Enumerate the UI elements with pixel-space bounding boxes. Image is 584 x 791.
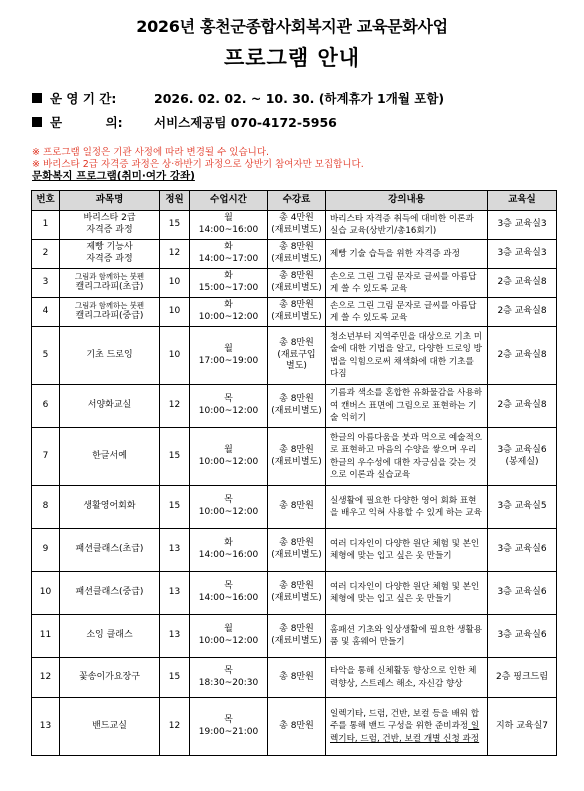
document-subtitle: 프로그램 안내 [223, 46, 361, 70]
cell-time-text: 월 10:00~12:00 [198, 444, 259, 467]
cell-content-text: 손으로 그린 그림 문자로 글씨를 아름답게 쓸 수 있도록 교육 [330, 300, 477, 323]
cell-capacity [160, 428, 190, 486]
cell-name [60, 298, 160, 327]
table-row [32, 269, 557, 298]
cell-content [326, 529, 488, 572]
square-bullet-icon [32, 117, 42, 127]
table-row [32, 298, 557, 327]
cell-capacity-text: 12 [168, 248, 181, 259]
cell-capacity [160, 269, 190, 298]
cell-fee-text: 총 8만원 (재료비별도) [271, 242, 322, 264]
cell-no [32, 428, 60, 486]
cell-fee [268, 486, 326, 529]
cell-time [190, 486, 268, 529]
cell-no-text: 13 [39, 720, 52, 731]
cell-no [32, 240, 60, 269]
cell-room [488, 572, 557, 615]
cell-name [60, 385, 160, 428]
cell-no [32, 269, 60, 298]
cell-time-text: 화 10:00~12:00 [198, 300, 259, 322]
cell-content [326, 486, 488, 529]
cell-room-text: 3층 교육실6 [497, 587, 547, 598]
period-line [32, 89, 444, 107]
cell-fee [268, 529, 326, 572]
cell-name-text: 생활영어회화 [83, 501, 136, 512]
cell-fee-text: 총 8만원 (재료비별도) [271, 271, 322, 293]
cell-fee [268, 698, 326, 756]
cell-fee-text: 총 8만원 [279, 720, 314, 731]
cell-no [32, 486, 60, 529]
cell-name-prefix: 그림과 함께하는 붓펜 [75, 272, 144, 282]
cell-content [326, 615, 488, 658]
cell-name [60, 615, 160, 658]
cell-fee-text: 총 8만원 (재료구입 별도) [277, 337, 316, 372]
cell-content [326, 327, 488, 385]
contact-line [32, 113, 337, 131]
cell-capacity-text: 10 [168, 349, 181, 360]
square-bullet-icon [32, 93, 42, 103]
cell-capacity [160, 327, 190, 385]
cell-content-text: 타악을 통해 신체활동 향상으로 인한 체력향상, 스트레스 해소, 자신감 향상 [330, 666, 477, 689]
cell-capacity-text: 13 [168, 630, 181, 641]
cell-content-text: 제빵 기술 습득을 위한 자격증 과정 [330, 248, 460, 259]
table-row [32, 615, 557, 658]
cell-name-text: 서양화교실 [87, 400, 132, 411]
cell-name [60, 327, 160, 385]
cell-fee [268, 428, 326, 486]
cell-room [488, 428, 557, 486]
cell-content [326, 298, 488, 327]
cell-name-text: 바리스타 2급 자격증 과정 [83, 213, 136, 235]
cell-no [32, 615, 60, 658]
cell-no-text: 12 [39, 671, 52, 682]
cell-name [60, 486, 160, 529]
cell-capacity [160, 529, 190, 572]
cell-content [326, 658, 488, 698]
cell-time [190, 698, 268, 756]
contact-value: 서비스제공팀 070-4172-5956 [154, 115, 337, 130]
cell-room-text: 3층 교육실6 [497, 630, 547, 641]
cell-fee [268, 211, 326, 240]
cell-no-text: 8 [42, 501, 49, 512]
cell-time [190, 572, 268, 615]
cell-capacity-text: 15 [168, 219, 181, 230]
cell-room [488, 327, 557, 385]
cell-content [326, 385, 488, 428]
cell-name-text: 꽃송이가요장구 [79, 671, 140, 682]
table-row [32, 211, 557, 240]
cell-name-text: 기초 드로잉 [86, 349, 133, 360]
col-header-fee: 수강료 [268, 191, 326, 211]
cell-capacity-text: 13 [168, 587, 181, 598]
cell-fee [268, 327, 326, 385]
cell-room [488, 529, 557, 572]
col-header-room: 교육실 [488, 191, 557, 211]
cell-time-text: 화 14:00~17:00 [198, 242, 259, 264]
cell-content [326, 428, 488, 486]
cell-content [326, 698, 488, 756]
cell-time [190, 615, 268, 658]
cell-no-text: 6 [42, 400, 49, 411]
cell-room [488, 298, 557, 327]
cell-content-text: 바리스타 자격증 취득에 대비한 이론과 실습 교육(상반기/총16회기) [330, 213, 474, 236]
cell-fee-text: 총 8만원 (재료비별도) [271, 394, 322, 416]
cell-time [190, 269, 268, 298]
section-title: 문화복지 프로그램(취미·여가 강좌) [32, 170, 195, 182]
cell-content-underlined-text: 일렉기타, 드럼, 건반, 보컬 개별 신청 과정 [330, 721, 480, 744]
cell-content-text: 실생활에 필요한 다양한 영어 회화 표현을 배우고 익혀 사용할 수 있게 하는 교육 [330, 495, 482, 518]
cell-fee-text: 총 8만원 (재료비별도) [271, 581, 322, 603]
table-row [32, 486, 557, 529]
cell-room-text: 지하 교육실7 [495, 720, 549, 731]
cell-name [60, 428, 160, 486]
cell-room-text: 2층 교육실8 [497, 277, 547, 288]
cell-fee-text: 총 8만원 (재료비별도) [271, 624, 322, 646]
col-header-capacity: 정원 [160, 191, 190, 211]
cell-name-text: 밴드교실 [92, 720, 127, 731]
cell-no [32, 385, 60, 428]
cell-capacity-text: 12 [168, 400, 181, 411]
cell-time-text: 월 10:00~12:00 [198, 624, 259, 646]
cell-capacity [160, 486, 190, 529]
cell-time-text: 목 10:00~12:00 [198, 495, 259, 517]
cell-room [488, 211, 557, 240]
cell-room [488, 385, 557, 428]
cell-name [60, 269, 160, 298]
cell-capacity-text: 15 [168, 501, 181, 512]
cell-name [60, 211, 160, 240]
cell-room [488, 269, 557, 298]
cell-name [60, 658, 160, 698]
cell-name-text: 소잉 클래스 [86, 630, 133, 641]
cell-name-text: 패션클래스(초급) [75, 544, 144, 555]
cell-time [190, 211, 268, 240]
cell-fee [268, 269, 326, 298]
cell-capacity-text: 15 [168, 450, 181, 461]
cell-no-text: 3 [42, 277, 49, 288]
cell-content-text: 여러 디자인이 다양한 원단 체험 및 본인 체형에 맞는 입고 싶은 옷 만들기 [330, 538, 480, 561]
cell-name-text: 한글서예 [92, 450, 127, 461]
cell-fee-text: 총 4만원 (재료비별도) [271, 213, 322, 235]
cell-room-text: 2층 교육실8 [497, 349, 547, 360]
cell-room-text: 3층 교육실5 [497, 501, 547, 512]
cell-room [488, 486, 557, 529]
table-header-row [32, 191, 557, 211]
cell-content [326, 269, 488, 298]
cell-content-text: 여러 디자인이 다양한 원단 체험 및 본인 체형에 맞는 입고 싶은 옷 만들기 [330, 581, 480, 604]
cell-no-text: 2 [42, 248, 49, 259]
cell-fee [268, 298, 326, 327]
document-title: 2026년 홍천군종합사회복지관 교육문화사업 [136, 17, 448, 36]
table-row [32, 240, 557, 269]
cell-fee-text: 총 8만원 (재료비별도) [271, 444, 322, 467]
cell-room [488, 658, 557, 698]
cell-room-text: 3층 교육실6 [497, 544, 547, 555]
notice-schedule: ※ 프로그램 일정은 기관 사정에 따라 변경될 수 있습니다. [32, 147, 270, 158]
cell-capacity [160, 698, 190, 756]
cell-fee [268, 572, 326, 615]
cell-name [60, 572, 160, 615]
cell-fee-text: 총 8만원 [279, 501, 314, 512]
cell-room [488, 615, 557, 658]
cell-content-text: 일렉기타, 드럼, 건반, 보컬 등을 배워 합주를 통해 밴드 구성을 위한 준비과정 [330, 708, 480, 732]
cell-no [32, 698, 60, 756]
cell-room-text: 2층 교육실8 [497, 306, 547, 317]
cell-room [488, 698, 557, 756]
cell-time [190, 240, 268, 269]
cell-fee [268, 385, 326, 428]
cell-time [190, 658, 268, 698]
cell-content [326, 211, 488, 240]
cell-time [190, 327, 268, 385]
cell-room-text: 3층 교육실6 (봉제실) [497, 444, 547, 467]
cell-no-text: 10 [39, 587, 52, 598]
cell-content-text: 한글의 아름다움을 붓과 먹으로 예술적으로 표현하고 마음의 수양을 쌓으며 우리 한글의 우수성에 대한 자긍심을 갖는 것으로 이론과 실습교육 [330, 432, 483, 480]
table-row [32, 428, 557, 486]
cell-content-text: 청소년부터 지역주민을 대상으로 기초 미술에 대한 기법을 알고, 다양한 드로잉 방법을 익힘으로써 채색화에 대한 기초를 다짐 [330, 331, 483, 379]
cell-no-text: 5 [42, 349, 49, 360]
cell-capacity [160, 211, 190, 240]
table-row [32, 327, 557, 385]
notice-barista: ※ 바리스타 2급 자격증 과정은 상·하반기 과정으로 상반기 참여자만 모집합니다. [32, 159, 364, 170]
cell-time [190, 428, 268, 486]
cell-name-text: 패션클래스(중급) [75, 587, 144, 598]
cell-no-text: 7 [42, 450, 49, 461]
cell-fee [268, 658, 326, 698]
cell-name [60, 529, 160, 572]
cell-fee-text: 총 8만원 (재료비별도) [271, 300, 322, 322]
cell-time [190, 385, 268, 428]
cell-capacity-text: 10 [168, 277, 181, 288]
cell-capacity [160, 240, 190, 269]
program-table [31, 190, 557, 756]
cell-capacity-text: 12 [168, 720, 181, 731]
col-header-name: 과목명 [60, 191, 160, 211]
cell-no-text: 4 [42, 306, 49, 317]
cell-time-text: 화 14:00~16:00 [198, 538, 259, 560]
cell-capacity-text: 15 [168, 671, 181, 682]
cell-time-text: 월 17:00~19:00 [198, 343, 259, 366]
cell-capacity-text: 13 [168, 544, 181, 555]
cell-no [32, 327, 60, 385]
col-header-time: 수업시간 [190, 191, 268, 211]
cell-time [190, 529, 268, 572]
cell-fee-text: 총 8만원 [279, 671, 314, 682]
cell-content [326, 572, 488, 615]
cell-time-text: 화 15:00~17:00 [198, 271, 259, 293]
cell-fee [268, 615, 326, 658]
table-row [32, 698, 557, 756]
cell-room-text: 2층 교육실8 [497, 400, 547, 411]
cell-capacity-text: 10 [168, 306, 181, 317]
period-value: 2026. 02. 02. ~ 10. 30. (하계휴가 1개월 포함) [154, 91, 445, 106]
col-header-no: 번호 [32, 191, 60, 211]
cell-no-text: 11 [39, 630, 52, 641]
cell-name [60, 240, 160, 269]
table-row [32, 529, 557, 572]
cell-capacity [160, 385, 190, 428]
cell-no-text: 1 [42, 219, 49, 230]
cell-no-text: 9 [42, 544, 49, 555]
cell-content [326, 240, 488, 269]
cell-time [190, 298, 268, 327]
cell-no [32, 529, 60, 572]
cell-no [32, 211, 60, 240]
table-row [32, 658, 557, 698]
cell-name-prefix: 그림과 함께하는 붓펜 [75, 301, 144, 311]
cell-room-text: 3층 교육실3 [497, 219, 547, 230]
cell-no [32, 298, 60, 327]
cell-capacity [160, 615, 190, 658]
col-header-content: 강의내용 [326, 191, 488, 211]
cell-no [32, 658, 60, 698]
contact-label: 문 의: [50, 115, 123, 130]
table-row [32, 572, 557, 615]
cell-no [32, 572, 60, 615]
cell-fee [268, 240, 326, 269]
cell-name-text: 캘리그라피(초급) [75, 281, 144, 292]
cell-content-text: 홈패션 기초와 일상생활에 필요한 생활용품 및 홈웨어 만들기 [330, 624, 483, 647]
cell-room-text: 3층 교육실3 [497, 248, 547, 259]
cell-name [60, 698, 160, 756]
cell-name-text: 캘리그라피(중급) [75, 310, 144, 321]
cell-time-text: 월 14:00~16:00 [198, 213, 259, 235]
table-row [32, 385, 557, 428]
cell-capacity [160, 572, 190, 615]
cell-time-text: 목 18:30~20:30 [198, 665, 259, 688]
cell-time-text: 목 10:00~12:00 [198, 394, 259, 416]
cell-name-text: 제빵 기능사 자격증 과정 [86, 242, 133, 264]
cell-room [488, 240, 557, 269]
period-label: 운 영 기 간: [50, 91, 117, 106]
cell-room-text: 2층 핑크드림 [495, 671, 549, 682]
cell-time-text: 목 19:00~21:00 [198, 714, 259, 737]
cell-content-text: 기름과 색소를 혼합한 유화물감을 사용하여 캔버스 표면에 그림으로 표현하는 기술 익히기 [330, 388, 483, 424]
cell-fee-text: 총 8만원 (재료비별도) [271, 538, 322, 560]
cell-capacity [160, 658, 190, 698]
cell-time-text: 목 14:00~16:00 [198, 581, 259, 603]
cell-capacity [160, 298, 190, 327]
cell-content-text: 손으로 그린 그림 문자로 글씨를 아름답게 쓸 수 있도록 교육 [330, 271, 477, 294]
